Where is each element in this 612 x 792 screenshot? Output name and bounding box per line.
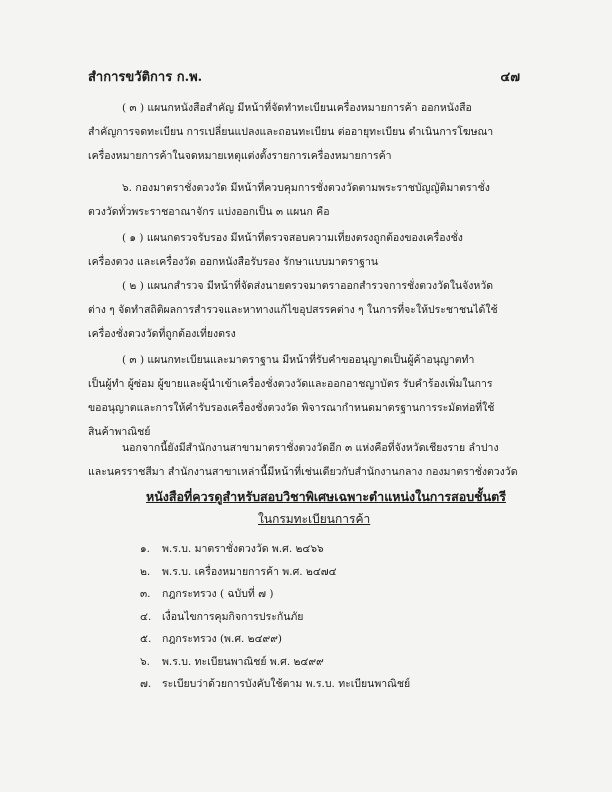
paragraph-survey-section (88, 274, 498, 346)
list-item (140, 540, 410, 563)
text-line: ( ๓ ) แผนกหนังสือสำคัญ มีหน้าที่จัดทำทะเบียนเครื่องหมายการค้า ออกหนังสือ (122, 102, 472, 114)
list-item-number: ๑. (140, 543, 151, 555)
reading-list (140, 540, 410, 698)
header-title: สำการขวัติการ ก.พ. (88, 70, 203, 85)
text-line: ( ๑ ) แผนกตรวจรับรอง มีหน้าที่ตรวจสอบความเที่ยงตรงถูกต้องของเครื่องชั่ง (122, 232, 463, 244)
list-item-text: กฎกระทรวง ( ฉบับที่ ๗ ) (162, 588, 274, 600)
list-item (140, 608, 410, 631)
list-item-text: พ.ร.บ. ทะเบียนพาณิชย์ พ.ศ. ๒๔๙๙ (162, 655, 324, 668)
text-line: เป็นผู้ทำ ผู้ซ่อม ผู้ขายและผู้นำเข้าเครื่องชั่งตวงวัดและออกอาชญาบัตร รับคำร้องเพิ่มในการ (88, 378, 493, 390)
text-line: เครื่องชั่งตวงวัดที่ถูกต้องเที่ยงตรง (88, 328, 236, 340)
paragraph-registration-section (88, 348, 494, 444)
list-item (140, 630, 410, 653)
paragraph-weights-measures-division (88, 176, 490, 224)
text-line: ขออนุญาตและการให้คำรับรองเครื่องชั่งตวงวัด พิจารณากำหนดมาตรฐานการระมัดท่อที่ใช้ (88, 402, 495, 414)
list-item-text: พ.ร.บ. มาตราชั่งตวงวัด พ.ศ. ๒๔๖๖ (162, 543, 324, 555)
paragraph-branch-offices (88, 436, 518, 484)
reading-list-subtitle: ในกรมทะเบียนการค้า (258, 512, 371, 526)
list-item-text: กฎกระทรวง (พ.ศ. ๒๔๙๙) (162, 633, 283, 645)
text-line: นอกจากนี้ยังมีสำนักงานสาขามาตราชั่งตวงวัดอีก ๓ แห่งคือที่จังหวัดเชียงราย ลำปาง (122, 442, 499, 454)
text-line: สินค้าพาณิชย์ (88, 426, 151, 438)
list-item-number: ๕. (140, 633, 152, 645)
text-line: ( ๓ ) แผนกทะเบียนและมาตราฐาน มีหน้าที่รับคำขออนุญาตเป็นผู้ค้าอนุญาตทำ (122, 354, 475, 366)
page-number: ๔๗ (500, 70, 520, 85)
text-line: เครื่องตวง และเครื่องวัด ออกหนังสือรับรอง รักษาแบบมาตราฐาน (88, 256, 379, 268)
list-item (140, 585, 410, 608)
text-line: ( ๒ ) แผนกสำรวจ มีหน้าที่จัดส่งนายตรวจมาตราออกสำรวจการชั่งตวงวัดในจังหวัด (122, 280, 494, 292)
text-line: และนครราชสีมา สำนักงานสาขาเหล่านี้มีหน้าที่เช่นเดียวกับสำนักงานกลาง กองมาตราชั่งตวงวัด (88, 466, 518, 478)
text-line: เครื่องหมายการค้าในจดหมายเหตุแต่งตั้งรายการเครื่องหมายการค้า (88, 150, 392, 162)
list-item-number: ๔. (140, 610, 152, 623)
list-item-number: ๒. (140, 565, 151, 578)
page-header (88, 66, 520, 87)
text-line: ๖. กองมาตราชั่งตวงวัด มีหน้าที่ควบคุมการชั่งตวงวัดตามพระราชบัญญัติมาตราชั่ง (122, 182, 490, 194)
list-item-number: ๗. (140, 678, 152, 690)
text-line: ต่าง ๆ จัดทำสถิติผลการสำรวจและหาทางแก้ไขอุปสรรคต่าง ๆ ในการที่จะให้ประชาชนได้ใช้ (88, 304, 498, 316)
list-item-number: ๖. (140, 655, 151, 668)
text-line: ตวงวัดทั่วพระราชอาณาจักร แบ่งออกเป็น ๓ แผนก คือ (88, 206, 330, 218)
list-item-text: พ.ร.บ. เครื่องหมายการค้า พ.ศ. ๒๔๗๔ (162, 565, 337, 578)
reading-list-title: หนังสือที่ควรดูสำหรับสอบวิชาพิเศษเฉพาะตำแหน่งในการสอบชั้นตรี (146, 489, 507, 504)
list-item-text: ระเบียบว่าด้วยการบังคับใช้ตาม พ.ร.บ. ทะเบียนพาณิชย์ (162, 678, 411, 690)
list-item-number: ๓. (140, 588, 151, 600)
paragraph-trademark-certificates (88, 96, 493, 168)
list-item (140, 675, 410, 698)
list-item (140, 563, 410, 586)
text-line: สำคัญการจดทะเบียน การเปลี่ยนแปลงและถอนทะเบียน ต่ออายุทะเบียน ดำเนินการโฆษณา (88, 126, 494, 138)
list-item-text: เงื่อนไขการคุมกิจการประกันภัย (162, 610, 304, 623)
list-item (140, 653, 410, 676)
paragraph-inspection-section (88, 226, 463, 274)
